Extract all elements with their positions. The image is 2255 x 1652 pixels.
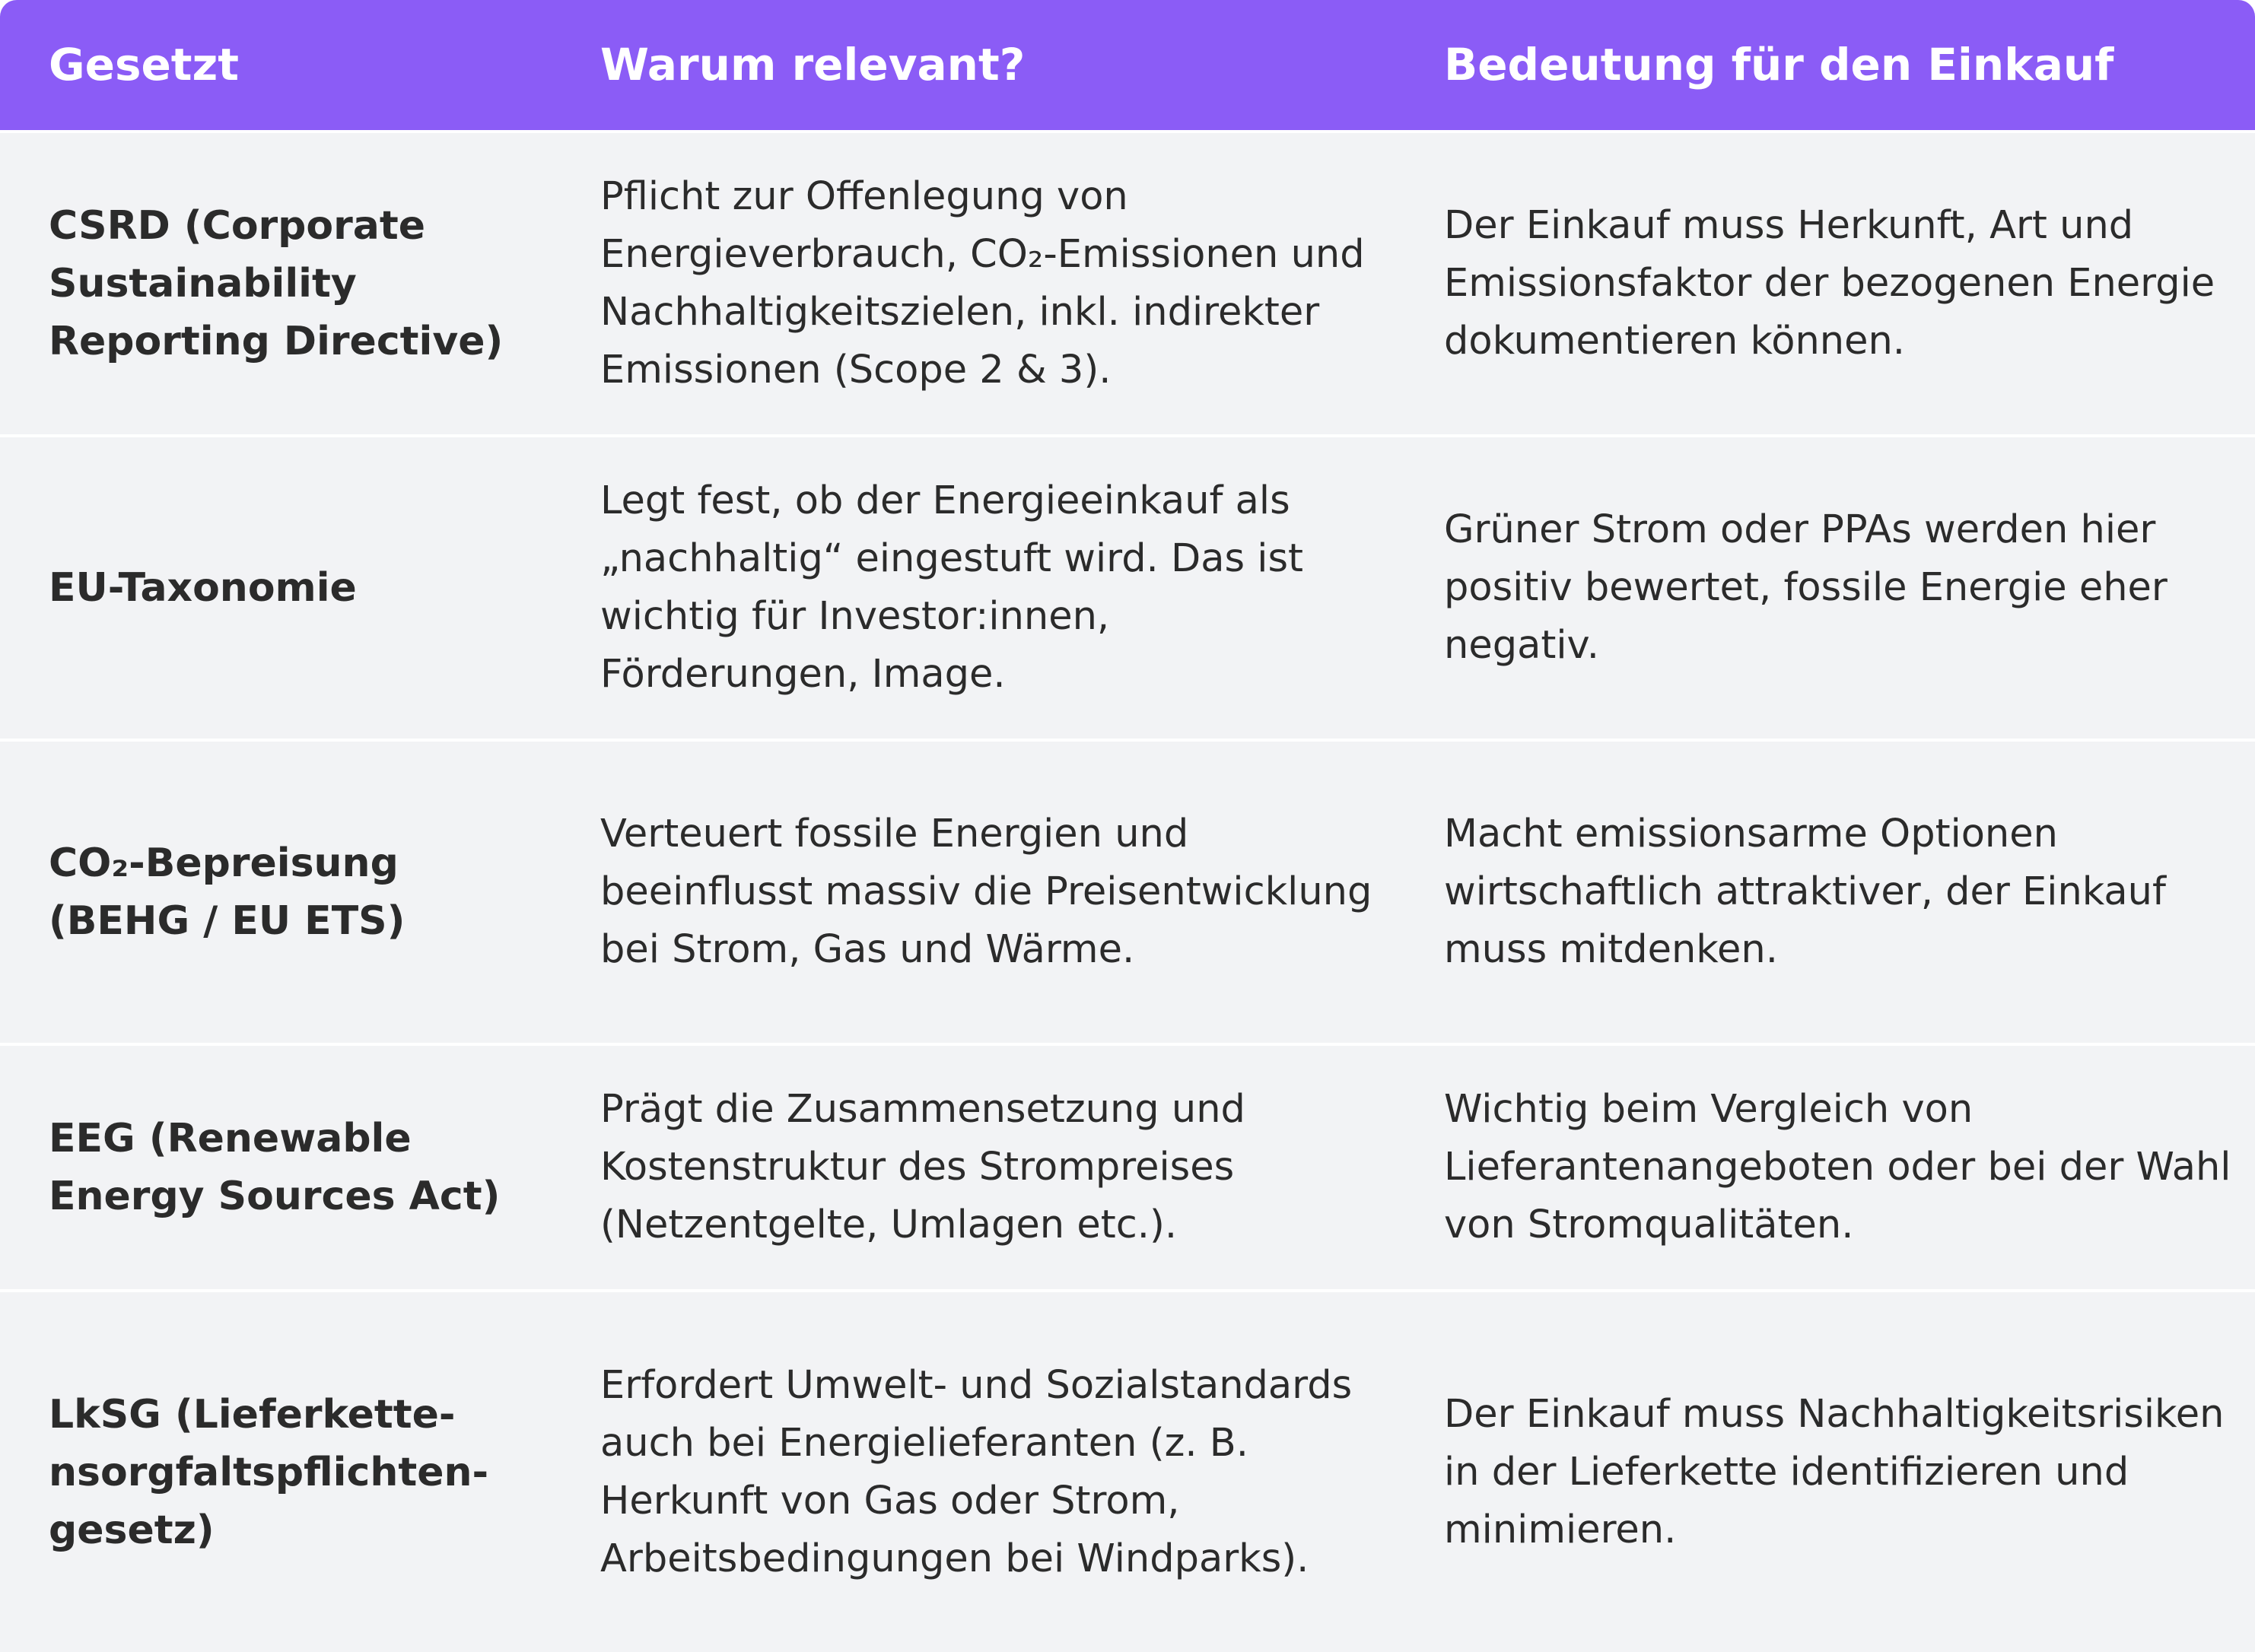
law-name: LkSG (Lieferkette-nsorgfaltspflichten-gesetz)	[49, 1391, 489, 1553]
why-relevant-text: Prägt die Zusammensetzung und Kostenstruktur des Strompreises (Netzentgelte, Umlagen etc.).	[600, 1087, 1245, 1247]
table-row	[0, 1289, 2255, 1652]
table-row	[0, 434, 2255, 739]
why-relevant-text: Legt fest, ob der Energieeinkauf als „nachhaltig“ eingestuft wird. Das ist wichtig für Investor:innen, Förderungen, Image.	[600, 478, 1304, 697]
meaning-text: Grüner Strom oder PPAs werden hier positiv bewertet, fossile Energie eher negativ.	[1444, 507, 2168, 668]
table-row	[0, 1043, 2255, 1289]
meaning-text: Macht emissionsarme Optionen wirtschaftlich attraktiver, der Einkauf muss mitdenken.	[1444, 812, 2166, 972]
law-name: EU-Taxonomie	[49, 565, 357, 611]
law-name: CSRD (Corporate Sustainability Reporting Directive)	[49, 203, 504, 364]
header-law: Gesetzt	[49, 39, 240, 91]
header-why-relevant: Warum relevant?	[600, 39, 1026, 91]
law-name: CO₂-Bepreisung (BEHG / EU ETS)	[49, 840, 406, 944]
meaning-text: Der Einkauf muss Nachhaltigkeitsrisiken in der Lieferkette identifizieren und minimieren.	[1444, 1391, 2225, 1552]
header-meaning-procurement: Bedeutung für den Einkauf	[1444, 39, 2114, 91]
table-row	[0, 130, 2255, 434]
why-relevant-text: Pflicht zur Offenlegung von Energieverbrauch, CO₂-Emissionen und Nachhaltigkeitszielen, inkl. indirekter Emissionen (Scope 2 & 3).	[600, 174, 1365, 392]
table-header	[0, 0, 2255, 130]
why-relevant-text: Verteuert fossile Energien und beeinflusst massiv die Preisentwicklung bei Strom, Gas und Wärme.	[600, 812, 1372, 972]
table-row	[0, 739, 2255, 1043]
meaning-text: Der Einkauf muss Herkunft, Art und Emissionsfaktor der bezogenen Energie dokumentieren können.	[1444, 203, 2215, 364]
why-relevant-text: Erfordert Umwelt- und Sozialstandards auch bei Energielieferanten (z. B. Herkunft von Gas oder Strom, Arbeitsbedingungen bei Windparks).	[600, 1362, 1353, 1581]
meaning-text: Wichtig beim Vergleich von Lieferantenangeboten oder bei der Wahl von Stromqualitäten.	[1444, 1087, 2231, 1247]
law-name: EEG (Renewable Energy Sources Act)	[49, 1116, 501, 1219]
